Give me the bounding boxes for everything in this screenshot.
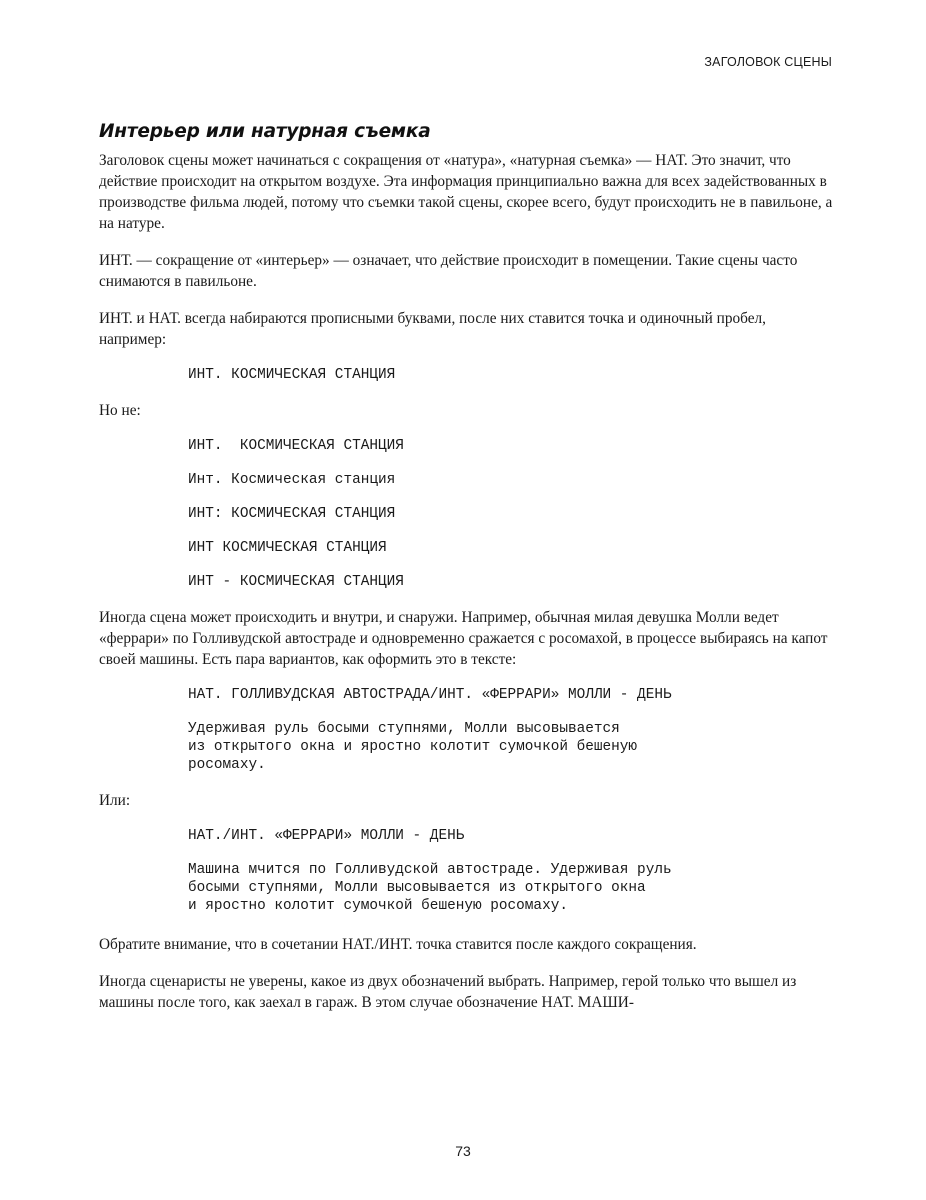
paragraph-but-not: Но не: — [99, 402, 141, 419]
code-line: росомаху. — [188, 757, 266, 773]
example-wrong-5 — [188, 573, 835, 591]
example-correct — [188, 366, 835, 384]
paragraph-ext-definition: Заголовок сцены может начинаться с сокращения от «натура», «натурная съемка» — НАТ. Это значит, что действие происходит на открытом воздухе. Эта информация принципиально важна для всех задействованных в производстве фильма людей, потому что съемки такой сцены, скорее всего, будут происходить не в павильоне, а на натуре. — [99, 152, 833, 232]
example-wrong-1 — [188, 437, 835, 455]
section-title: Интерьер или натурная съемка — [99, 121, 431, 142]
running-head: ЗАГОЛОВОК СЦЕНЫ — [704, 55, 832, 69]
page-number: 73 — [455, 1143, 471, 1159]
paragraph-dot-note: Обратите внимание, что в сочетании НАТ./ИНТ. точка ставится после каждого сокращения. — [99, 936, 697, 953]
code-line: НАТ. ГОЛЛИВУДСКАЯ АВТОСТРАДА/ИНТ. «ФЕРРАРИ» МОЛЛИ - ДЕНЬ — [188, 687, 672, 703]
paragraph-uncertain: Иногда сценаристы не уверены, какое из двух обозначений выбрать. Например, герой только что вышел из машины после того, как заехал в гараж. В этом случае обозначение НАТ. МАШИ- — [99, 973, 797, 1011]
code-line: и яростно колотит сумочкой бешеную росомаху. — [188, 898, 568, 914]
code-line: Машина мчится по Голливудской автостраде. Удерживая руль — [188, 862, 672, 878]
code-line: босыми ступнями, Молли высовывается из открытого окна — [188, 880, 646, 896]
code-line: ИНТ - КОСМИЧЕСКАЯ СТАНЦИЯ — [188, 574, 404, 590]
page-content — [99, 121, 835, 1029]
example-wrong-4 — [188, 539, 835, 557]
paragraph-or: Или: — [99, 792, 131, 809]
example-wrong-3 — [188, 505, 835, 523]
example-wrong-2 — [188, 471, 835, 489]
code-line: Инт. Космическая станция — [188, 472, 396, 488]
variant2-scene-heading — [188, 827, 835, 845]
variant2-action — [188, 861, 835, 915]
code-line: из открытого окна и яростно колотит сумочкой бешеную — [188, 739, 638, 755]
paragraph-int-definition: ИНТ. — сокращение от «интерьер» — означает, что действие происходит в помещении. Такие сцены часто снимаются в павильоне. — [99, 252, 798, 290]
code-line: Удерживая руль босыми ступнями, Молли высовывается — [188, 721, 620, 737]
variant1-action — [188, 720, 835, 774]
code-line: ИНТ: КОСМИЧЕСКАЯ СТАНЦИЯ — [188, 506, 396, 522]
variant1-scene-heading — [188, 686, 835, 704]
code-line: ИНТ. КОСМИЧЕСКАЯ СТАНЦИЯ — [188, 367, 396, 383]
paragraph-capitalization-rule: ИНТ. и НАТ. всегда набираются прописными буквами, после них ставится точка и одиночный пробел, например: — [99, 310, 766, 348]
code-line: ИНТ КОСМИЧЕСКАЯ СТАНЦИЯ — [188, 540, 387, 556]
code-line: НАТ./ИНТ. «ФЕРРАРИ» МОЛЛИ - ДЕНЬ — [188, 828, 465, 844]
paragraph-mixed-scene: Иногда сцена может происходить и внутри, и снаружи. Например, обычная милая девушка Молли ведет «феррари» по Голливудской автостраде и одновременно сражается с росомахой, в процессе выбираясь на капот своей машины. Есть пара вариантов, как оформить это в тексте: — [99, 609, 828, 668]
code-line: ИНТ. КОСМИЧЕСКАЯ СТАНЦИЯ — [188, 438, 404, 454]
